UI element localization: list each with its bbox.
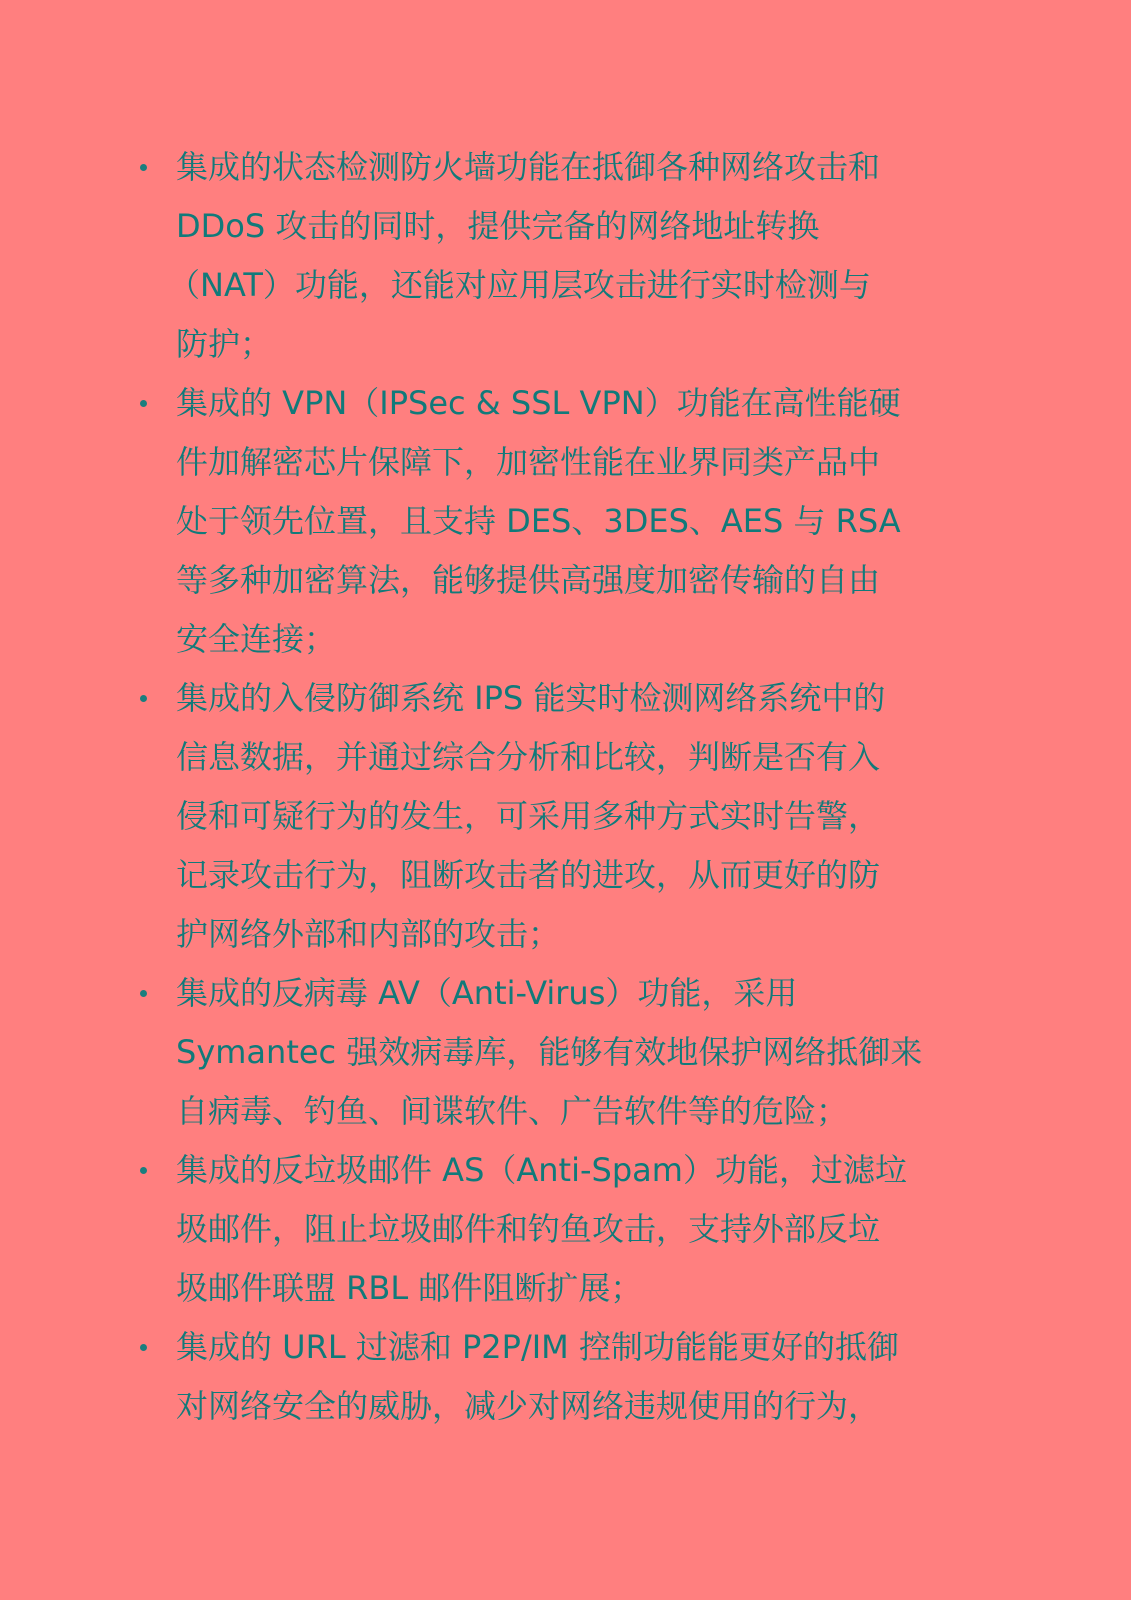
bullet-icon xyxy=(140,164,147,171)
text-line: 记录攻击行为，阻断攻击者的进攻，从而更好的防 xyxy=(176,856,881,894)
text-line: 安全连接； xyxy=(176,620,337,658)
text-line: 集成的 URL 过滤和 P2P/IM 控制功能能更好的抵御 xyxy=(176,1328,899,1366)
bullet-icon xyxy=(140,695,147,702)
list-item-firewall xyxy=(140,138,960,374)
text-line: 集成的反病毒 AV（Anti-Virus）功能，采用 xyxy=(176,974,798,1012)
text-line: 件加解密芯片保障下，加密性能在业界同类产品中 xyxy=(176,443,881,481)
text-line: 对网络安全的威胁，减少对网络违规使用的行为， xyxy=(176,1387,881,1425)
text-line: 侵和可疑行为的发生，可采用多种方式实时告警， xyxy=(176,797,881,835)
text-line: 集成的 VPN（IPSec & SSL VPN）功能在高性能硬 xyxy=(176,384,901,422)
text-line: 集成的状态检测防火墙功能在抵御各种网络攻击和 xyxy=(176,148,881,186)
text-line: 信息数据，并通过综合分析和比较，判断是否有入 xyxy=(176,738,881,776)
text-line: 集成的反垃圾邮件 AS（Anti-Spam）功能，过滤垃 xyxy=(176,1151,907,1189)
text-line: 自病毒、钓鱼、间谍软件、广告软件等的危险； xyxy=(176,1092,849,1130)
text-line: （NAT）功能，还能对应用层攻击进行实时检测与 xyxy=(168,266,871,304)
text-line: 集成的入侵防御系统 IPS 能实时检测网络系统中的 xyxy=(176,679,886,717)
text-line: 处于领先位置，且支持 DES、3DES、AES 与 RSA xyxy=(176,502,901,540)
bullet-icon xyxy=(140,1344,147,1351)
text-line: 圾邮件，阻止垃圾邮件和钓鱼攻击，支持外部反垃 xyxy=(176,1210,881,1248)
text-line: DDoS 攻击的同时，提供完备的网络地址转换 xyxy=(176,207,820,245)
text-line: 等多种加密算法，能够提供高强度加密传输的自由 xyxy=(176,561,881,599)
text-line: 防护； xyxy=(176,325,273,363)
list-item-antivirus xyxy=(140,964,960,1141)
list-item-url-filter xyxy=(140,1318,960,1436)
bullet-icon xyxy=(140,400,147,407)
text-line: Symantec 强效病毒库，能够有效地保护网络抵御来 xyxy=(176,1033,923,1071)
text-line: 圾邮件联盟 RBL 邮件阻断扩展； xyxy=(176,1269,643,1307)
bullet-icon xyxy=(140,1167,147,1174)
list-item-antispam xyxy=(140,1141,960,1318)
bullet-icon xyxy=(140,990,147,997)
list-item-vpn xyxy=(140,374,960,669)
list-item-ips xyxy=(140,669,960,964)
text-line: 护网络外部和内部的攻击； xyxy=(176,915,561,953)
feature-list xyxy=(140,138,960,1436)
